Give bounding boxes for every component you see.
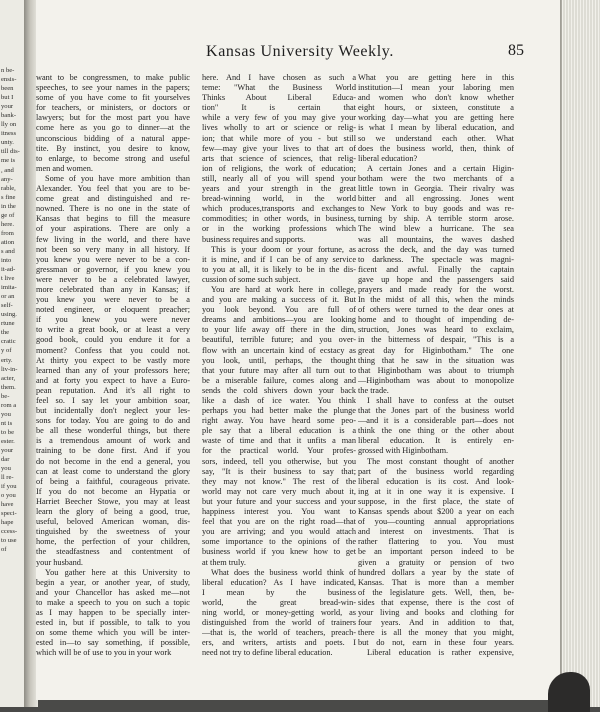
text-line: world may not care very much about it,: [202, 486, 356, 496]
text-line: tinguished by the sweetness of your: [36, 527, 190, 537]
text-line: men and women.: [36, 163, 93, 173]
margin-line: it-ad-: [1, 266, 16, 274]
text-line: your husband.: [36, 557, 84, 567]
text-line: grossed with Higinbotham.: [358, 446, 449, 456]
text-line: want to be congressmen, to make public: [36, 73, 190, 82]
text-line: ficent and awful. Finally the captain: [358, 264, 514, 274]
text-line: here. And I have chosen as such a: [202, 73, 356, 82]
margin-line: any-: [1, 175, 13, 183]
margin-line: hape: [1, 519, 14, 527]
text-line: waste of time and that it unfits a man: [202, 436, 356, 446]
text-line: bitter and all engrossing. Jones went: [358, 194, 514, 204]
margin-line: cratic: [1, 338, 16, 346]
margin-line: to use: [1, 537, 17, 545]
text-line: you knew you were never to be a con-: [36, 254, 190, 264]
text-line: distinguished from the world of trainers: [202, 618, 356, 628]
text-line: ested in, but if possible, to talk to you: [36, 618, 190, 628]
text-line: come great and distinguished and re-: [36, 194, 190, 204]
text-line: can at least come to understand the glory: [36, 466, 190, 476]
text-line: not been so very many in all history. If: [36, 244, 190, 254]
text-line: to you at all, it is likely to be in the dis-: [202, 264, 356, 274]
margin-line: the: [1, 329, 10, 337]
running-header: [36, 40, 564, 66]
text-line: and at forty you expect to have a Euro-: [36, 375, 190, 385]
margin-line: acter,: [1, 374, 16, 382]
text-line: beautiful, terrible future; and you over-: [202, 335, 356, 345]
text-line: The most constant thought of another: [367, 456, 514, 466]
text-line: turning by ship. A terrible storm arose.: [358, 214, 514, 224]
page-title: Kansas University Weekly.: [206, 43, 394, 60]
margin-line: o you: [1, 492, 16, 500]
text-line: four years. And in addition to that,: [358, 618, 514, 628]
text-line: be an important person indeed to be: [358, 547, 514, 557]
text-line: for the practical world. Your profes-: [202, 446, 356, 456]
text-line: —Higinbotham was about to monopolize: [358, 375, 514, 385]
text-line: I mean by the business: [202, 587, 356, 597]
text-line: nowned. There is no one in the state of: [36, 204, 190, 214]
text-line: botham were the two merchants of a: [358, 173, 514, 183]
page-number: 85: [508, 42, 524, 59]
text-line: be all these wonderful things, but there: [36, 426, 190, 436]
text-column-1: [36, 73, 190, 658]
text-line: part of the business world regarding: [358, 466, 514, 476]
text-line: if you knew you were never: [36, 315, 190, 325]
text-line: or in the working professions which: [202, 224, 356, 234]
margin-line: into: [1, 256, 12, 264]
text-line: ple say that a liberal education is a: [202, 426, 356, 436]
text-line: years and your strength in the great: [202, 184, 356, 194]
text-line: Liberal education is rather expensive,: [367, 648, 514, 658]
margin-line: here.: [1, 220, 14, 228]
margin-line: self-: [1, 302, 13, 310]
text-line: liberal education is its cost. And look-: [358, 476, 514, 486]
margin-line: erty.: [1, 356, 13, 364]
text-line: What you are getting here in this: [358, 73, 514, 82]
text-line: hundred dollars a year by the state of: [358, 567, 514, 577]
text-line: and interest on investments. That is: [358, 527, 514, 537]
text-line: moment? Confess that you could not.: [36, 345, 190, 355]
text-line: What does the business world think of: [211, 567, 356, 577]
margin-line: unty.: [1, 139, 14, 147]
margin-line: speci-: [1, 510, 17, 518]
text-line: to enlarge, to become strong and useful: [36, 153, 190, 163]
text-line: as I may happen to be specially inter-: [36, 607, 190, 617]
holding-thumb: [548, 672, 590, 712]
margin-line: bank-: [1, 112, 17, 120]
text-line: tion" It is certain that: [202, 103, 356, 113]
text-line: perhaps you had better make the plunge: [202, 406, 356, 416]
previous-page-margin: [0, 0, 27, 707]
text-line: You gather here at this University to: [45, 567, 190, 577]
text-line: lives wholly to art or science or relig-: [202, 123, 356, 133]
margin-line: ccess-: [1, 528, 18, 536]
margin-line: s and: [1, 247, 15, 255]
margin-line: have: [1, 501, 14, 509]
text-line: home, the perfection of your children,: [36, 537, 190, 547]
margin-line: ll re-: [1, 474, 14, 482]
text-line: the steadfastness and contentment of: [36, 547, 190, 557]
text-line: dreams and ambitions—you are looking: [202, 315, 356, 325]
margin-line: y of: [1, 347, 12, 355]
text-line: were never to be a celebrated lawyer,: [36, 274, 190, 284]
text-line: business requires and supports.: [202, 234, 306, 244]
text-line: you look, until, perhaps, the thought: [202, 355, 356, 365]
text-line: but your future and your success and your: [202, 496, 356, 506]
text-line: to write a great book, or at least a very: [36, 325, 190, 335]
text-line: across the deck, and the day was turned: [358, 244, 514, 254]
text-line: Some of you have more ambition than: [45, 173, 190, 183]
text-line: your living and books and clothing for: [358, 607, 514, 617]
text-line: struction, Jones was heard to exclaim,: [358, 325, 514, 335]
text-line: world, the great bread-win-: [202, 597, 356, 607]
margin-line: dar: [1, 456, 10, 464]
text-line: unconscious bidding of a natural appe-: [36, 133, 190, 143]
text-line: sides that expense, there is the cost of: [358, 597, 514, 607]
margin-line: imita-: [1, 284, 17, 292]
text-line: was all mountains, the waves dashed: [358, 234, 514, 244]
text-line: speeches, to see your names in the papers;: [36, 83, 190, 93]
margin-line: liv-in-: [1, 365, 18, 373]
text-line: of your aspirations. There are only a: [36, 224, 190, 234]
margin-line: itness: [1, 130, 17, 138]
margin-line: ensis-: [1, 76, 17, 84]
text-line: A certain Jones and a certain Higin-: [367, 163, 514, 173]
margin-line: them.: [1, 383, 16, 391]
text-line: Harriet Beecher Stowe, you may at least: [36, 496, 190, 506]
text-line: on some theme which you will be inter-: [36, 628, 190, 638]
text-line: do not become in the end a general, you: [36, 456, 190, 466]
margin-line: t live: [1, 275, 15, 283]
text-line: useful, beloved American woman, dis-: [36, 517, 190, 527]
text-line: still, nearly all of you will spend your: [202, 173, 356, 183]
text-line: but incidentally don't neglect your les-: [36, 406, 190, 416]
text-line: need not try to define liberal education.: [202, 648, 333, 658]
text-line: Kansas that begins to fill the measure: [36, 214, 190, 224]
text-line: liberal education?: [358, 153, 418, 163]
text-line: there is all the money that you might,: [358, 628, 514, 638]
text-line: come here as you go to dinner—at the: [36, 123, 190, 133]
text-line: of you—counting annual appropriations: [358, 517, 514, 527]
text-line: At thirty you expect to be vastly more: [36, 355, 190, 365]
text-line: but do not, earn in these four years.: [358, 638, 514, 648]
margin-line: of: [1, 546, 7, 554]
text-line: institution—I mean your laboring men: [358, 83, 514, 93]
text-line: to darkness. The spectacle was magni-: [358, 254, 514, 264]
text-line: you are arriving; and you would attach: [202, 527, 356, 537]
text-line: liberal education? As I have indicated,: [202, 577, 356, 587]
text-line: bread-winning world, in the world: [202, 194, 356, 204]
text-line: more celebrated than any in Kansas; if: [36, 284, 190, 294]
margin-line: lly on: [1, 121, 17, 129]
text-line: little town in Georgia. Their rivalry was: [358, 184, 514, 194]
text-line: some of you have come to fit yourselves: [36, 93, 190, 103]
margin-line: rtune: [1, 320, 15, 328]
text-line: at them truly.: [202, 557, 246, 567]
text-line: —and it is a considerable part—does not: [358, 416, 514, 426]
text-line: tite. By instinct, you desire to know,: [36, 143, 190, 153]
margin-line: in the: [1, 202, 16, 210]
margin-line: ation: [1, 238, 15, 246]
text-line: good book, could you endure it for a: [36, 335, 190, 345]
text-line: training to be done first. And if you: [36, 446, 190, 456]
text-line: This is your doom or your fortune, as: [211, 244, 356, 254]
text-line: and you are making a success of it. But: [202, 295, 356, 305]
text-line: pean reputation. And it's all right to: [36, 385, 190, 395]
text-line: ning world, or money-getting world, as: [202, 607, 356, 617]
text-line: eight hours, or sixteen, constitute a: [358, 103, 514, 113]
text-line: ing at it in one way it is expensive. I: [358, 486, 514, 496]
text-line: to your life away off there in the dim,: [202, 325, 356, 335]
margin-line: from: [1, 229, 14, 237]
text-line: I shall have to confess at the outset: [367, 396, 514, 405]
text-line: ion of religions, the work of education;: [202, 163, 356, 173]
text-line: happiness interest you. You want to: [202, 507, 356, 517]
text-line: working day—what you are getting here: [358, 113, 514, 123]
text-line: is what I mean by liberal education, and: [358, 123, 514, 133]
text-line: ion; that while more of you - but still: [202, 133, 356, 143]
page: [36, 0, 564, 700]
text-line: while a very few of you may give your: [202, 113, 356, 123]
text-line: that the Jones part of the business world: [358, 406, 514, 416]
text-line: thing that he saw in the situation was: [358, 355, 514, 365]
margin-line: you: [1, 410, 11, 418]
text-line: that your future may after all turn out to: [202, 365, 356, 375]
text-line: and women who don't know whether: [358, 93, 514, 103]
margin-line: been: [1, 85, 14, 93]
margin-line: if you: [1, 483, 17, 491]
text-line: of others were turned to the dear ones at: [358, 305, 514, 315]
text-line: some importance to the opinions of the: [202, 537, 356, 547]
text-line: Kansas. That is more than a member: [358, 577, 514, 587]
text-column-3: [358, 73, 514, 658]
text-line: to New York to buy goods and was re-: [358, 204, 514, 214]
margin-line: till dis-: [1, 148, 20, 156]
text-line: is a tremendous amount of work and: [36, 436, 190, 446]
book-page-edges: [562, 0, 600, 707]
text-line: which produces,transports and exchanges: [202, 204, 356, 214]
text-line: and your Chancellor has asked me—not: [36, 587, 190, 597]
text-line: ers, and writers, artists and poets. I: [202, 638, 356, 648]
text-line: begin a year, or another year, of study,: [36, 577, 190, 587]
text-line: gave up hope and the passengers said: [358, 274, 514, 284]
text-line: noted engineer, or eloquent preacher;: [36, 305, 190, 315]
text-line: In the midst of all this, when the minds: [358, 295, 514, 305]
text-line: sors, indeed, tell you otherwise, but you: [202, 456, 356, 466]
text-line: lawyers; but for the most part you have: [36, 113, 190, 123]
text-line: feel so. I say let your ambition soar,: [36, 396, 190, 405]
text-line: —that is, the world of teachers, preach-: [202, 628, 356, 638]
text-line: You are hard at work here in college,: [211, 284, 356, 294]
margin-line: s fine: [1, 193, 16, 201]
text-line: say, "It is their business to say that;: [202, 466, 356, 476]
text-line: gressman or governor, if you knew you: [36, 264, 190, 274]
text-line: great day for Higinbotham." The one: [358, 345, 514, 355]
text-line: sons for today. You are going to do and: [36, 416, 190, 426]
margin-line: using.: [1, 311, 17, 319]
margin-line: rom a: [1, 401, 17, 409]
text-line: learn the glory of being a good, true,: [36, 507, 190, 517]
text-line: they may not know." The rest of the: [202, 476, 356, 486]
text-line: feel that you are on the right road—that: [202, 517, 356, 527]
text-line: few living in the world, and there have: [36, 234, 190, 244]
text-line: teme: "What the Business World: [202, 83, 356, 93]
margin-line: be-: [1, 392, 10, 400]
text-line: arts that science of sciences, that relig-: [202, 153, 356, 163]
text-line: Thinks About Liberal Educa-: [202, 93, 356, 103]
text-column-2: [202, 73, 356, 658]
text-line: the trade.: [358, 385, 389, 395]
text-line: you look beyond. You are full of: [202, 305, 356, 315]
margin-line: nt is: [1, 419, 13, 427]
text-line: Kansas spends about $200 a year on each: [358, 507, 514, 517]
text-line: of the legislature gets. Well, then, be-: [358, 587, 514, 597]
text-line: does the business world, then, think of: [358, 143, 514, 153]
text-line: be a miserable failure, comes along and: [202, 375, 356, 385]
margin-line: , and: [1, 166, 14, 174]
text-line: so we understand each other. What: [358, 133, 514, 143]
text-line: to make a speech to you on such a topic: [36, 597, 190, 607]
margin-line: ge of: [1, 211, 15, 219]
text-line: which will be of use to you in your work: [36, 648, 172, 658]
text-line: liberal education. It is entirely en-: [358, 436, 514, 446]
text-line: right away. You have heard some peo-: [202, 416, 356, 426]
margin-line: you: [1, 465, 11, 473]
text-line: rather flattering to you. You must: [358, 537, 514, 547]
text-line: If you do not become an Hypatia or: [36, 486, 190, 496]
margin-line: to be: [1, 428, 15, 436]
margin-line: or an: [1, 293, 15, 301]
text-line: suppose, in the first place, the state of: [358, 496, 514, 506]
text-line: that Higinbotham was about to triumph: [358, 365, 514, 375]
text-line: it is mine, and if I can be of any service: [202, 254, 356, 264]
margin-line: me is: [1, 157, 16, 165]
margin-line: ester.: [1, 437, 15, 445]
previous-page-text: [0, 0, 24, 555]
text-line: learned than any of your professors here;: [36, 365, 190, 375]
text-line: you knew you were never to be a: [36, 295, 190, 305]
text-line: business world if you knew how to get: [202, 547, 356, 557]
text-line: cussion of some such subject.: [202, 274, 301, 284]
text-line: prayers and made ready for the worst.: [358, 284, 514, 294]
text-line: home and to thought of impending de-: [358, 315, 514, 325]
text-line: of being a faithful, courageous private.: [36, 476, 190, 486]
text-line: for teachers, or ministers, or doctors or: [36, 103, 190, 113]
text-line: few—may give your lives to that art of: [202, 143, 356, 153]
text-line: Alexander. You feel that you are to be-: [36, 184, 190, 194]
text-line: think the one thing or the other about: [358, 426, 514, 436]
margin-line: your: [1, 103, 14, 111]
text-line: flow with an uncertain kind of ecstacy as: [202, 345, 356, 355]
text-line: commodities; in other words, in business,: [202, 214, 356, 224]
text-line: sends the cold shivers down your back: [202, 385, 356, 395]
margin-line: n be-: [1, 67, 15, 74]
margin-line: your: [1, 446, 14, 454]
text-line: given a gratuity or pension of two: [358, 557, 514, 567]
margin-line: rable,: [1, 184, 16, 192]
text-line: in the bitterness of despair, "This is a: [358, 335, 514, 345]
text-line: The wind blew a hurricane. The sea: [358, 224, 514, 234]
text-line: like a dash of ice water. You think: [202, 396, 356, 405]
margin-line: but I: [1, 94, 14, 102]
text-line: ested in—to say something, if possible,: [36, 638, 190, 648]
